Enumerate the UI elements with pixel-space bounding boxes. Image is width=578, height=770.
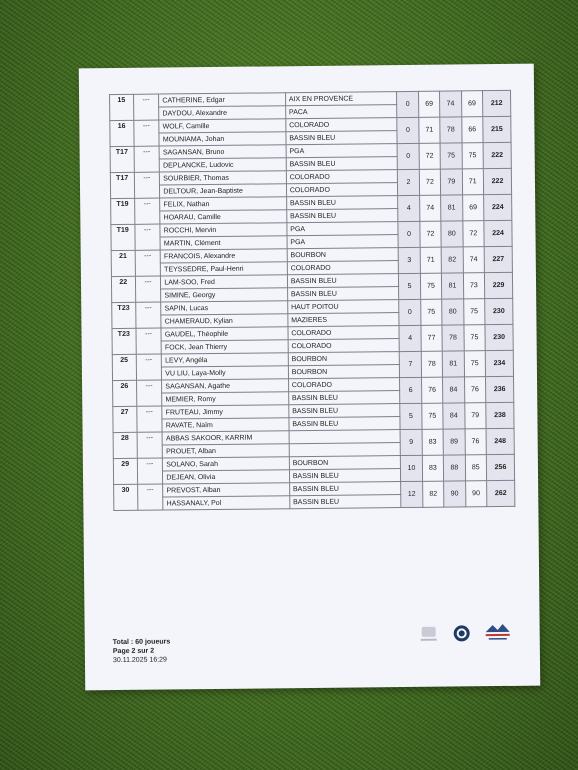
club-name: PGA <box>287 235 399 249</box>
club-name: COLORADO <box>287 261 399 275</box>
club-name: BOURBON <box>287 248 399 262</box>
round3-cell: 85 <box>465 455 487 481</box>
round1-cell: 74 <box>419 195 441 221</box>
golf-logo-2 <box>453 624 471 642</box>
round2-cell: 81 <box>442 273 464 299</box>
club-name <box>289 430 401 444</box>
dash-cell: --- <box>137 458 163 484</box>
handicap-cell: 4 <box>398 195 420 221</box>
round3-cell: 69 <box>462 195 484 221</box>
player-name: HOARAU, Camille <box>160 210 287 224</box>
total-cell: 262 <box>487 480 515 506</box>
club-name: BASSIN BLEU <box>286 157 398 171</box>
handicap-cell: 0 <box>399 299 421 325</box>
position-cell: 28 <box>113 432 137 458</box>
club-name: BASSIN BLEU <box>289 417 401 431</box>
player-name: MEMIER, Romy <box>162 392 289 406</box>
total-cell: 230 <box>485 298 513 324</box>
total-cell: 248 <box>486 428 514 454</box>
round2-cell: 80 <box>441 221 463 247</box>
club-name: AIX EN PROVENCE <box>285 92 397 106</box>
round1-cell: 75 <box>420 273 442 299</box>
player-name: CATHERINE, Edgar <box>159 93 286 107</box>
position-cell: 15 <box>110 94 134 120</box>
round3-cell: 75 <box>463 299 485 325</box>
sheet-footer <box>113 637 171 665</box>
player-name: SIMINE, Georgy <box>161 288 288 302</box>
round1-cell: 75 <box>422 403 444 429</box>
round3-cell: 74 <box>463 247 485 273</box>
player-name: VU LIU, Laya-Molly <box>162 366 289 380</box>
total-cell: 234 <box>485 350 513 376</box>
position-cell: 27 <box>113 406 137 432</box>
handicap-cell: 9 <box>400 429 422 455</box>
round3-cell: 73 <box>463 273 485 299</box>
dash-cell: --- <box>133 120 159 146</box>
player-name: SOLANO, Sarah <box>163 457 290 471</box>
player-name: DELTOUR, Jean-Baptiste <box>160 184 287 198</box>
round2-cell: 78 <box>442 325 464 351</box>
round1-cell: 82 <box>422 481 444 507</box>
club-name: PGA <box>286 144 398 158</box>
round1-cell: 77 <box>421 325 443 351</box>
position-cell: T19 <box>111 198 135 224</box>
position-cell: 25 <box>112 354 136 380</box>
handicap-cell: 0 <box>397 91 419 117</box>
round1-cell: 78 <box>421 351 443 377</box>
total-label: Total : <box>112 638 134 647</box>
round2-cell: 74 <box>440 91 462 117</box>
player-name: PREVOST, Alban <box>163 483 290 497</box>
position-cell: T23 <box>112 328 136 354</box>
round2-cell: 90 <box>444 481 466 507</box>
round1-cell: 75 <box>420 299 442 325</box>
total-cell: 256 <box>486 454 514 480</box>
handicap-cell: 0 <box>398 221 420 247</box>
round1-cell: 69 <box>418 91 440 117</box>
club-name: MAZIERES <box>288 313 400 327</box>
round3-cell: 90 <box>465 481 487 507</box>
round3-cell: 79 <box>464 403 486 429</box>
position-cell: T23 <box>112 302 136 328</box>
position-cell: 26 <box>113 380 137 406</box>
round1-cell: 83 <box>422 455 444 481</box>
dash-cell: --- <box>134 146 160 172</box>
player-name: LEVY, Angéla <box>162 353 289 367</box>
player-name: DEPLANCKE, Ludovic <box>160 158 287 172</box>
dash-cell: --- <box>136 328 162 354</box>
player-name: FELIX, Nathan <box>160 197 287 211</box>
club-name <box>289 443 401 457</box>
handicap-cell: 4 <box>399 325 421 351</box>
player-name: MARTIN, Clément <box>160 236 287 250</box>
round2-cell: 84 <box>443 403 465 429</box>
position-cell: T19 <box>111 224 135 250</box>
club-name: BASSIN BLEU <box>289 482 401 496</box>
player-name: WOLF, Camille <box>159 119 286 133</box>
round2-cell: 88 <box>444 455 466 481</box>
handicap-cell: 7 <box>400 351 422 377</box>
handicap-cell: 5 <box>399 273 421 299</box>
total-cell: 224 <box>484 220 512 246</box>
total-cell: 229 <box>484 272 512 298</box>
player-name: FOCK, Jean Thierry <box>161 340 288 354</box>
player-name: DAYDOU, Alexandre <box>159 106 286 120</box>
round2-cell: 89 <box>443 429 465 455</box>
club-name: COLORADO <box>286 183 398 197</box>
dash-cell: --- <box>136 406 162 432</box>
dash-cell: --- <box>137 432 163 458</box>
total-cell: 230 <box>485 324 513 350</box>
dash-cell: --- <box>136 380 162 406</box>
club-name: BOURBON <box>288 365 400 379</box>
total-cell: 222 <box>483 142 511 168</box>
club-name: BASSIN BLEU <box>288 391 400 405</box>
round1-cell: 72 <box>419 143 441 169</box>
player-name: PROUET, Alban <box>163 444 290 458</box>
round1-cell: 83 <box>422 429 444 455</box>
total-cell: 236 <box>486 376 514 402</box>
handicap-cell: 0 <box>397 143 419 169</box>
dash-cell: --- <box>134 172 160 198</box>
total-value: 60 joueurs <box>135 638 171 646</box>
total-cell: 215 <box>483 116 511 142</box>
total-cell: 222 <box>483 168 511 194</box>
club-name: BASSIN BLEU <box>287 287 399 301</box>
player-name: TEYSSEDRE, Paul-Henri <box>161 262 288 276</box>
player-name: SAGANSAN, Agathe <box>162 379 289 393</box>
round2-cell: 78 <box>440 117 462 143</box>
player-name: HASSANALY, Pol <box>163 496 290 510</box>
golf-logo-3 <box>483 620 513 644</box>
round2-cell: 79 <box>441 169 463 195</box>
round1-cell: 76 <box>421 377 443 403</box>
round3-cell: 75 <box>464 325 486 351</box>
round3-cell: 76 <box>464 377 486 403</box>
player-name: FRUTEAU, Jimmy <box>162 405 289 419</box>
dash-cell: --- <box>135 302 161 328</box>
club-name: COLORADO <box>288 326 400 340</box>
player-name: ROCCHI, Mervin <box>160 223 287 237</box>
position-cell: 22 <box>111 276 135 302</box>
club-name: BASSIN BLEU <box>289 404 401 418</box>
round3-cell: 69 <box>461 91 483 117</box>
total-cell: 212 <box>483 90 511 116</box>
round3-cell: 75 <box>462 143 484 169</box>
club-name: BASSIN BLEU <box>287 274 399 288</box>
player-name: SAPIN, Lucas <box>161 301 288 315</box>
round2-cell: 81 <box>441 195 463 221</box>
round2-cell: 84 <box>443 377 465 403</box>
round1-cell: 72 <box>420 221 442 247</box>
round1-cell: 71 <box>420 247 442 273</box>
club-name: HAUT POITOU <box>288 300 400 314</box>
club-name: BOURBON <box>289 456 401 470</box>
club-name: BASSIN BLEU <box>289 469 401 483</box>
dash-cell: --- <box>135 250 161 276</box>
club-name: COLORADO <box>288 378 400 392</box>
club-name: PGA <box>287 222 399 236</box>
club-name: PACA <box>285 105 397 119</box>
round3-cell: 76 <box>465 429 487 455</box>
club-name: BASSIN BLEU <box>286 131 398 145</box>
print-date: 30.11.2025 16:29 <box>112 656 167 665</box>
round2-cell: 82 <box>441 247 463 273</box>
position-cell: T17 <box>110 172 134 198</box>
golf-logo-1 <box>418 623 440 645</box>
club-name: BOURBON <box>288 352 400 366</box>
club-name: BASSIN BLEU <box>286 196 398 210</box>
player-name: DEJEAN, Olivia <box>163 470 290 484</box>
round3-cell: 75 <box>464 351 486 377</box>
round2-cell: 80 <box>442 299 464 325</box>
handicap-cell: 3 <box>398 247 420 273</box>
dash-cell: --- <box>133 94 159 120</box>
round3-cell: 71 <box>462 169 484 195</box>
player-name: FRANCOIS, Alexandre <box>160 249 287 263</box>
player-name: SOURBIER, Thomas <box>160 171 287 185</box>
round3-cell: 72 <box>462 221 484 247</box>
dash-cell: --- <box>137 484 163 510</box>
round2-cell: 81 <box>442 351 464 377</box>
handicap-cell: 12 <box>401 481 423 507</box>
club-name: BASSIN BLEU <box>287 209 399 223</box>
club-name: COLORADO <box>288 339 400 353</box>
total-cell: 238 <box>486 402 514 428</box>
player-name: LAM-SOO, Fred <box>161 275 288 289</box>
player-name: GAUDEL, Théophile <box>161 327 288 341</box>
handicap-cell: 6 <box>400 377 422 403</box>
handicap-cell: 5 <box>400 403 422 429</box>
round2-cell: 75 <box>440 143 462 169</box>
position-cell: 29 <box>113 458 137 484</box>
position-cell: T17 <box>110 146 134 172</box>
club-name: COLORADO <box>286 118 398 132</box>
results-sheet <box>79 64 540 691</box>
dash-cell: --- <box>135 276 161 302</box>
position-cell: 16 <box>110 120 134 146</box>
results-table <box>109 90 515 511</box>
handicap-cell: 10 <box>401 455 423 481</box>
total-cell: 224 <box>484 194 512 220</box>
page-number: Page 2 sur 2 <box>112 647 155 656</box>
dash-cell: --- <box>134 224 160 250</box>
position-cell: 30 <box>114 484 138 510</box>
club-name: BASSIN BLEU <box>290 495 402 509</box>
handicap-cell: 0 <box>397 117 419 143</box>
handicap-cell: 2 <box>398 169 420 195</box>
round1-cell: 72 <box>419 169 441 195</box>
player-name: MOUNIAMA, Johan <box>159 132 286 146</box>
player-name: SAGANSAN, Bruno <box>159 145 286 159</box>
club-name: COLORADO <box>286 170 398 184</box>
player-name: CHAMERAUD, Kylian <box>161 314 288 328</box>
player-name: RAVATE, Naïm <box>162 418 289 432</box>
total-cell: 227 <box>484 246 512 272</box>
round3-cell: 66 <box>461 117 483 143</box>
dash-cell: --- <box>136 354 162 380</box>
dash-cell: --- <box>134 198 160 224</box>
player-name: ABBAS SAKOOR, KARRIM <box>162 431 289 445</box>
round1-cell: 71 <box>419 117 441 143</box>
position-cell: 21 <box>111 250 135 276</box>
